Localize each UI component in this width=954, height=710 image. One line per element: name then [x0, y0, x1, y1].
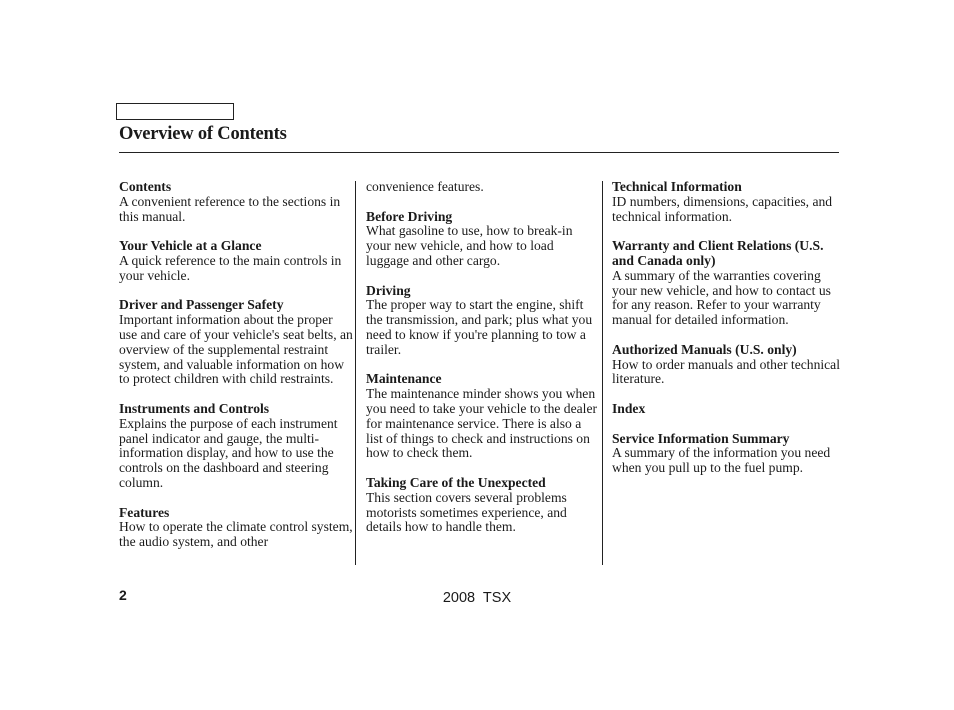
section-body: A summary of the warranties covering your new vehicle, and how to contact us for any reason. Refer to your warranty manual for detailed information. — [612, 267, 831, 328]
section-service-information-summary — [612, 432, 842, 476]
section-body: The maintenance minder shows you when you need to take your vehicle to the dealer for maintenance service. There is also a list of things to check and instructions on how to check them. — [366, 386, 598, 461]
section-heading: Features — [119, 504, 170, 520]
section-heading: Driver and Passenger Safety — [119, 297, 284, 313]
section-taking-care-unexpected — [366, 476, 600, 535]
section-maintenance — [366, 372, 600, 461]
section-features — [119, 506, 353, 550]
page-number: 2 — [119, 587, 127, 603]
column-3 — [612, 180, 842, 491]
section-heading: Service Information Summary — [612, 430, 790, 446]
section-technical-information — [612, 180, 842, 224]
title-rule — [119, 152, 839, 153]
section-body: How to operate the climate control system, the audio system, and other — [119, 519, 353, 550]
section-body: ID numbers, dimensions, capacities, and technical information. — [612, 193, 833, 224]
section-body: What gasoline to use, how to break-in your new vehicle, and how to load luggage and other cargo. — [366, 223, 573, 268]
section-body: This section covers several problems motorists sometimes experience, and details how to handle them. — [366, 489, 567, 535]
section-body: Explains the purpose of each instrument panel indicator and gauge, the multi-information display, and how to use the controls on the dashboard and steering column. — [119, 415, 338, 490]
section-body: A quick reference to the main controls in your vehicle. — [119, 252, 342, 283]
section-heading: Before Driving — [366, 208, 453, 224]
continued-text: convenience features. — [366, 179, 484, 194]
section-heading: Index — [612, 400, 646, 416]
section-body: How to order manuals and other technical literature. — [612, 356, 840, 387]
column-1 — [119, 180, 353, 565]
section-heading: Maintenance — [366, 371, 442, 387]
section-index — [612, 402, 842, 417]
section-heading: Instruments and Controls — [119, 400, 270, 416]
section-before-driving — [366, 210, 600, 269]
section-body: A convenient reference to the sections in this manual. — [119, 193, 341, 224]
section-heading: Contents — [119, 179, 172, 194]
section-continuation — [366, 180, 600, 195]
header-tab-box — [116, 103, 234, 120]
section-heading: Warranty and Client Relations (U.S. and Canada only) — [612, 238, 824, 268]
section-authorized-manuals — [612, 343, 842, 387]
section-contents — [119, 180, 353, 224]
section-heading: Driving — [366, 282, 411, 298]
section-driver-passenger-safety — [119, 298, 353, 387]
section-body: Important information about the proper use and care of your vehicle's seat belts, an overview of the supplemental restraint system, and valuable information on how to protect children with child restraints. — [119, 312, 353, 387]
section-heading: Your Vehicle at a Glance — [119, 238, 262, 254]
page-title: Overview of Contents — [119, 124, 287, 144]
footer-model: 2008 TSX — [442, 590, 512, 606]
section-body: A summary of the information you need when you pull up to the fuel pump. — [612, 445, 831, 476]
column-divider-1 — [355, 181, 356, 565]
section-body: The proper way to start the engine, shift the transmission, and park; plus what you need to know if you're planning to tow a trailer. — [366, 297, 593, 357]
section-instruments-controls — [119, 402, 353, 491]
section-heading: Technical Information — [612, 179, 742, 194]
column-divider-2 — [602, 181, 603, 565]
section-warranty-client-relations — [612, 239, 842, 328]
section-your-vehicle-at-a-glance — [119, 239, 353, 283]
section-heading: Taking Care of the Unexpected — [366, 474, 546, 490]
section-heading: Authorized Manuals (U.S. only) — [612, 341, 797, 357]
section-driving — [366, 284, 600, 358]
column-2 — [366, 180, 600, 550]
